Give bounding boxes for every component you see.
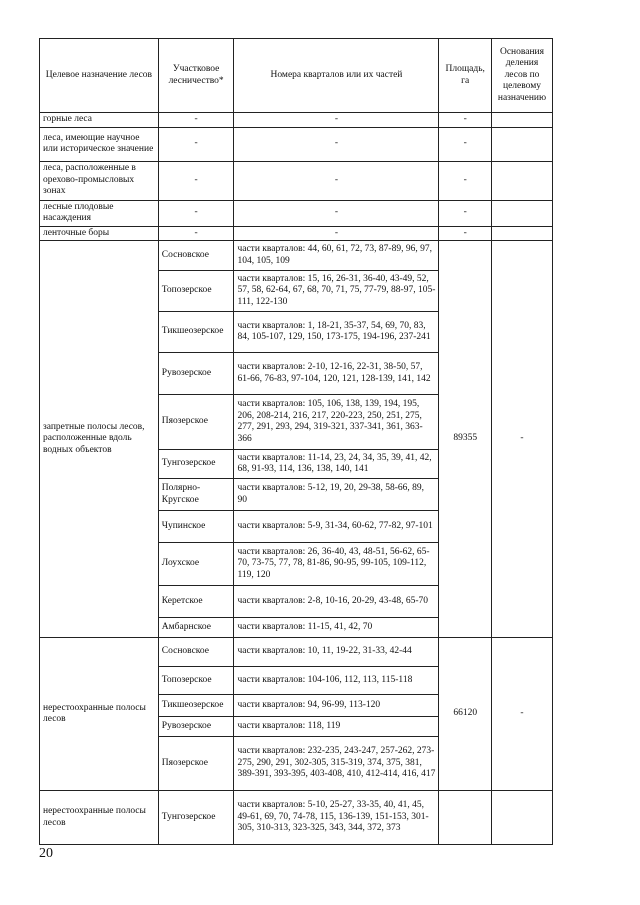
table-row — [40, 200, 553, 226]
dash-cell: - — [158, 127, 234, 161]
quarters-cell: части кварталов: 118, 119 — [234, 717, 439, 737]
dash-cell: - — [439, 161, 492, 200]
quarters-cell: части кварталов: 94, 96-99, 113-120 — [234, 695, 439, 717]
forest-table — [39, 38, 553, 845]
empty-cell — [492, 226, 553, 241]
purpose-cell: нерестоохранные полосы лесов — [40, 638, 159, 791]
quarters-cell: части кварталов: 2-10, 12-16, 22-31, 38-50, 57, 61-66, 76-83, 97-104, 120, 121, 128-139, 141, 142 — [234, 353, 439, 395]
empty-cell — [439, 791, 492, 845]
dash-cell: - — [439, 226, 492, 241]
district-cell: Амбарнское — [158, 618, 234, 638]
quarters-cell: части кварталов: 44, 60, 61, 72, 73, 87-89, 96, 97, 104, 105, 109 — [234, 241, 439, 271]
purpose-cell: горные леса — [40, 113, 159, 128]
header-quarters: Номера кварталов или их частей — [234, 39, 439, 113]
purpose-cell: ленточные боры — [40, 226, 159, 241]
table-row — [40, 791, 553, 845]
quarters-cell: части кварталов: 105, 106, 138, 139, 194, 195, 206, 208-214, 216, 217, 220-223, 250, 251, 275, 277, 291, 293, 294, 319-321, 337-341, 361, 363-366 — [234, 395, 439, 450]
district-cell: Рувозерское — [158, 717, 234, 737]
area-cell: 89355 — [439, 241, 492, 638]
empty-cell — [492, 127, 553, 161]
district-cell: Топозерское — [158, 667, 234, 695]
district-cell: Пяозерское — [158, 737, 234, 791]
quarters-cell: части кварталов: 11-15, 41, 42, 70 — [234, 618, 439, 638]
header-basis: Основания деления лесов по целевому назначению — [492, 39, 553, 113]
dash-cell: - — [158, 200, 234, 226]
dash-cell: - — [234, 127, 439, 161]
dash-cell: - — [234, 113, 439, 128]
dash-cell: - — [234, 200, 439, 226]
dash-cell: - — [158, 113, 234, 128]
page-number: 20 — [39, 846, 53, 861]
quarters-cell: части кварталов: 104-106, 112, 113, 115-118 — [234, 667, 439, 695]
district-cell: Тунгозерское — [158, 450, 234, 479]
table-row — [40, 127, 553, 161]
district-cell: Керетское — [158, 586, 234, 618]
district-cell: Тикшеозерское — [158, 312, 234, 353]
header-area: Площадь, га — [439, 39, 492, 113]
quarters-cell: части кварталов: 10, 11, 19-22, 31-33, 42-44 — [234, 638, 439, 667]
district-cell: Сосновское — [158, 638, 234, 667]
purpose-cell: леса, имеющие научное или историческое значение — [40, 127, 159, 161]
table-row — [40, 113, 553, 128]
district-cell: Чупинское — [158, 511, 234, 543]
empty-cell — [492, 161, 553, 200]
quarters-cell: части кварталов: 232-235, 243-247, 257-262, 273-275, 290, 291, 302-305, 315-319, 374, 375, 381, 389-391, 393-395, 403-408, 410, 412-414, 416, 417 — [234, 737, 439, 791]
dash-cell: - — [158, 161, 234, 200]
dash-cell: - — [158, 226, 234, 241]
dash-cell: - — [439, 113, 492, 128]
basis-cell: - — [492, 638, 553, 791]
district-cell: Лоухское — [158, 543, 234, 586]
quarters-cell: части кварталов: 26, 36-40, 43, 48-51, 56-62, 65-70, 73-75, 77, 78, 81-86, 90-95, 99-105, 109-112, 119, 120 — [234, 543, 439, 586]
dash-cell: - — [234, 226, 439, 241]
district-cell: Полярно-Кругское — [158, 479, 234, 511]
quarters-cell: части кварталов: 5-9, 31-34, 60-62, 77-82, 97-101 — [234, 511, 439, 543]
purpose-cell: лесные плодовые насаждения — [40, 200, 159, 226]
quarters-cell: части кварталов: 2-8, 10-16, 20-29, 43-48, 65-70 — [234, 586, 439, 618]
quarters-cell: части кварталов: 15, 16, 26-31, 36-40, 43-49, 52, 57, 58, 62-64, 67, 68, 70, 71, 75, 77-79, 88-97, 105-111, 122-130 — [234, 271, 439, 312]
dash-cell: - — [234, 161, 439, 200]
empty-cell — [492, 113, 553, 128]
table-row — [40, 161, 553, 200]
basis-cell: - — [492, 241, 553, 638]
empty-cell — [492, 791, 553, 845]
purpose-cell: нерестоохранные полосы лесов — [40, 791, 159, 845]
header-district: Участковое лесничество* — [158, 39, 234, 113]
quarters-cell: части кварталов: 11-14, 23, 24, 34, 35, 39, 41, 42, 68, 91-93, 114, 136, 138, 140, 141 — [234, 450, 439, 479]
quarters-cell: части кварталов: 1, 18-21, 35-37, 54, 69, 70, 83, 84, 105-107, 129, 150, 173-175, 194-196, 237-241 — [234, 312, 439, 353]
district-cell: Рувозерское — [158, 353, 234, 395]
header-purpose: Целевое назначение лесов — [40, 39, 159, 113]
dash-cell: - — [439, 200, 492, 226]
dash-cell: - — [439, 127, 492, 161]
quarters-cell: части кварталов: 5-10, 25-27, 33-35, 40, 41, 45, 49-61, 69, 70, 74-78, 115, 136-139, 151-153, 301-305, 310-313, 323-325, 343, 344, 372, 373 — [234, 791, 439, 845]
district-cell: Пяозерское — [158, 395, 234, 450]
table-row — [40, 226, 553, 241]
purpose-cell: запретные полосы лесов, расположенные вдоль водных объектов — [40, 241, 159, 638]
district-cell: Тикшеозерское — [158, 695, 234, 717]
district-cell: Сосновское — [158, 241, 234, 271]
area-cell: 66120 — [439, 638, 492, 791]
district-cell: Тунгозерское — [158, 791, 234, 845]
district-cell: Топозерское — [158, 271, 234, 312]
purpose-cell: леса, расположенные в орехово-промысловых зонах — [40, 161, 159, 200]
table-row — [40, 241, 553, 271]
table-row — [40, 638, 553, 667]
header-row — [40, 39, 553, 113]
empty-cell — [492, 200, 553, 226]
quarters-cell: части кварталов: 5-12, 19, 20, 29-38, 58-66, 89, 90 — [234, 479, 439, 511]
